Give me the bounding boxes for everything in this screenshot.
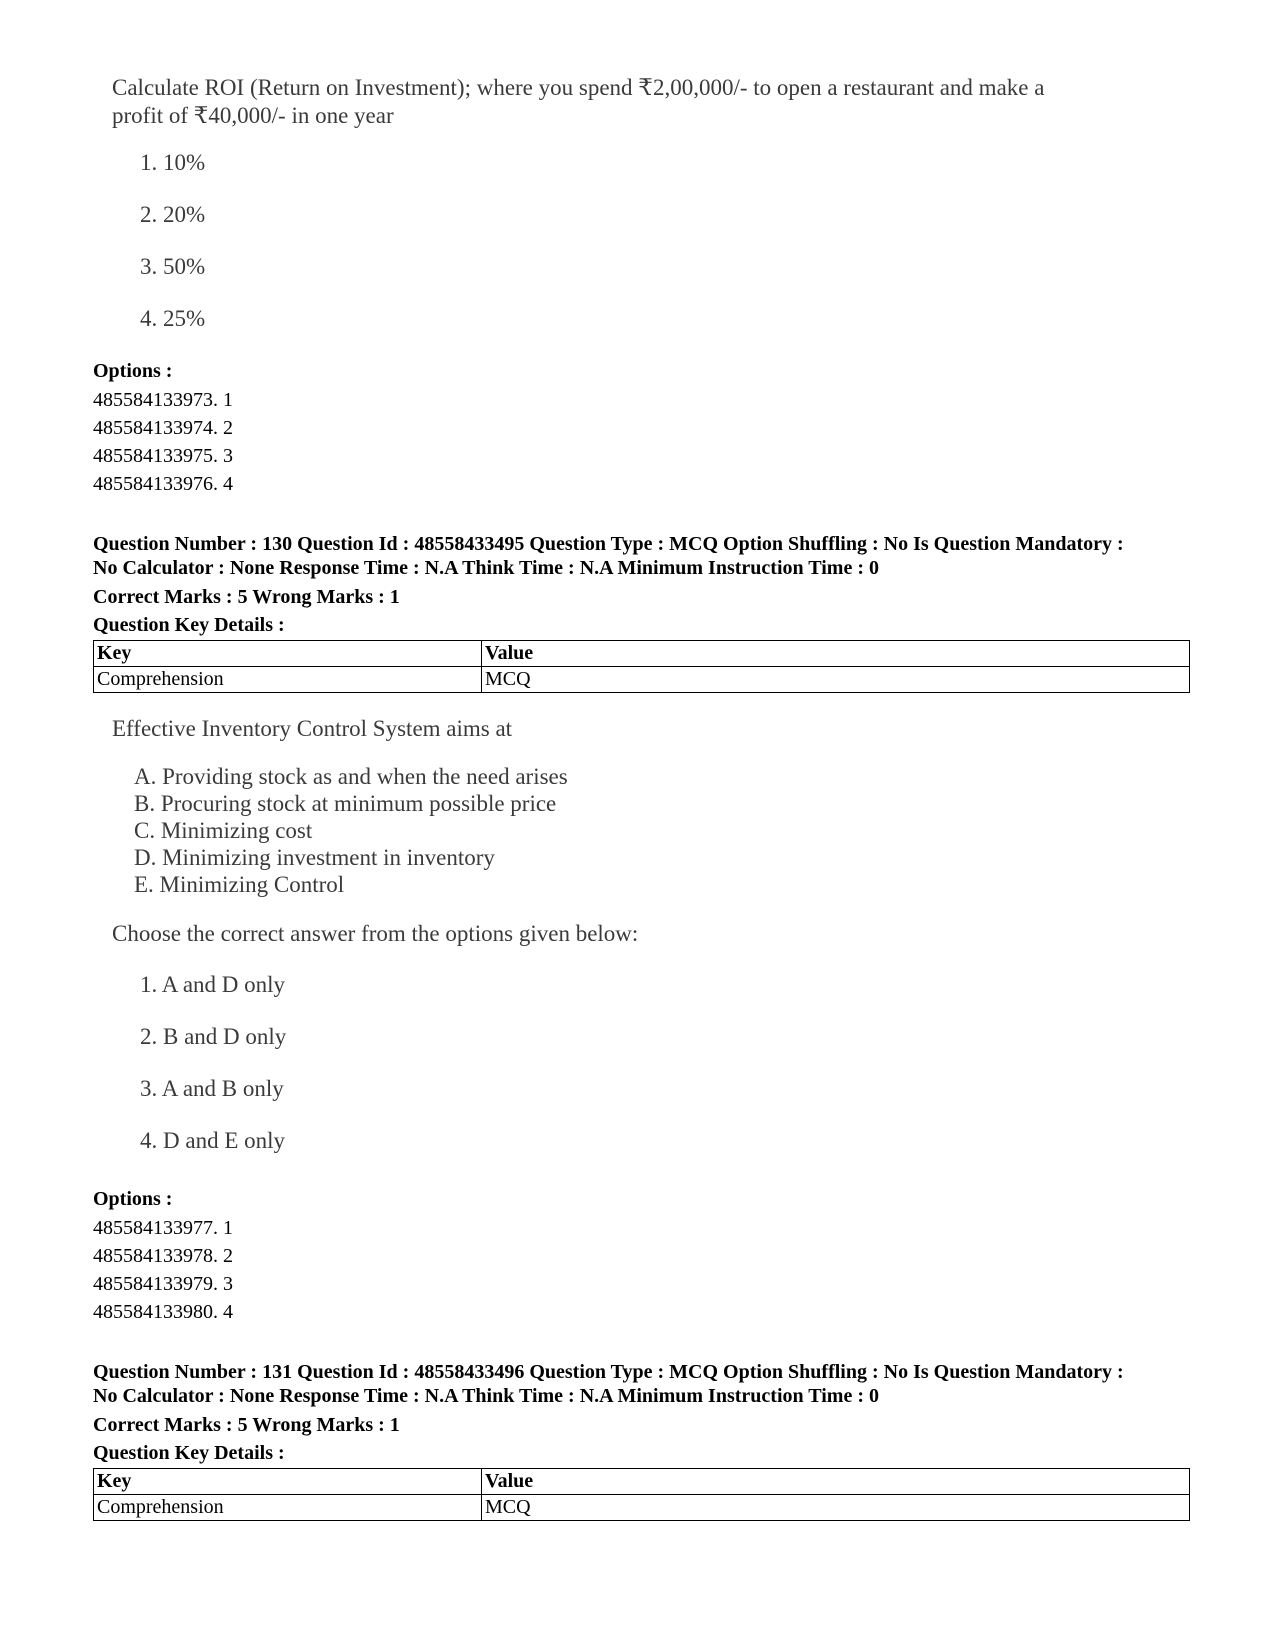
q130-statement: A. Providing stock as and when the need arises [134,764,568,789]
q129-choice: 1. 10% [140,150,206,175]
q129-options-label: Options : [93,360,173,382]
value-cell: MCQ [482,667,1190,693]
value-header: Value [482,1469,1190,1495]
q130-meta-line1: Question Number : 130 Question Id : 48558433495 Question Type : MCQ Option Shuffling : No Is Question Mandatory : [93,533,1124,555]
q130-key-details-label: Question Key Details : [93,614,285,636]
q130-marks: Correct Marks : 5 Wrong Marks : 1 [93,586,400,608]
q131-key-details-label: Question Key Details : [93,1442,285,1464]
q131-marks: Correct Marks : 5 Wrong Marks : 1 [93,1414,400,1436]
q131-meta-line1: Question Number : 131 Question Id : 48558433496 Question Type : MCQ Option Shuffling : No Is Question Mandatory : [93,1361,1124,1383]
q130-key-table [93,640,1190,693]
q130-instruction: Choose the correct answer from the options given below: [112,921,639,946]
q130-option: 485584133977. 1 [93,1217,233,1239]
key-cell: Comprehension [94,667,482,693]
q130-choice: 1. A and D only [140,972,286,997]
q130-option: 485584133978. 2 [93,1245,233,1267]
q130-choice: 3. A and B only [140,1076,284,1101]
q129-choice: 2. 20% [140,202,206,227]
q130-statement: C. Minimizing cost [134,818,313,843]
q129-stem: Calculate ROI (Return on Investment); where you spend ₹2,00,000/- to open a restaurant and make a profit of ₹40,000/- in one year [112,75,1045,128]
key-header: Key [94,641,482,667]
q129-option: 485584133974. 2 [93,417,233,439]
q129-choice: 3. 50% [140,254,206,279]
q130-meta-line2: No Calculator : None Response Time : N.A Think Time : N.A Minimum Instruction Time : 0 [93,557,879,579]
q130-meta [93,532,1193,580]
q129-option: 485584133976. 4 [93,473,233,495]
table-row [94,1469,1190,1495]
q129-option: 485584133973. 1 [93,389,233,411]
q130-choice: 2. B and D only [140,1024,287,1049]
q130-option: 485584133980. 4 [93,1301,233,1323]
q131-key-table [93,1468,1190,1521]
q130-choice: 4. D and E only [140,1128,286,1153]
q130-statement: D. Minimizing investment in inventory [134,845,495,870]
q131-meta-line2: No Calculator : None Response Time : N.A Think Time : N.A Minimum Instruction Time : 0 [93,1385,879,1407]
key-cell: Comprehension [94,1495,482,1521]
q130-stem: Effective Inventory Control System aims at [112,716,513,741]
q131-meta [93,1360,1193,1408]
key-header: Key [94,1469,482,1495]
q130-statement: E. Minimizing Control [134,872,345,897]
q130-option: 485584133979. 3 [93,1273,233,1295]
value-header: Value [482,641,1190,667]
value-cell: MCQ [482,1495,1190,1521]
table-row [94,667,1190,693]
q130-question [112,715,1112,1155]
q129-choice: 4. 25% [140,306,206,331]
q129-option: 485584133975. 3 [93,445,233,467]
table-row [94,641,1190,667]
table-row [94,1495,1190,1521]
q130-statement: B. Procuring stock at minimum possible price [134,791,557,816]
q130-options-label: Options : [93,1188,173,1210]
q129-question [112,74,1112,331]
